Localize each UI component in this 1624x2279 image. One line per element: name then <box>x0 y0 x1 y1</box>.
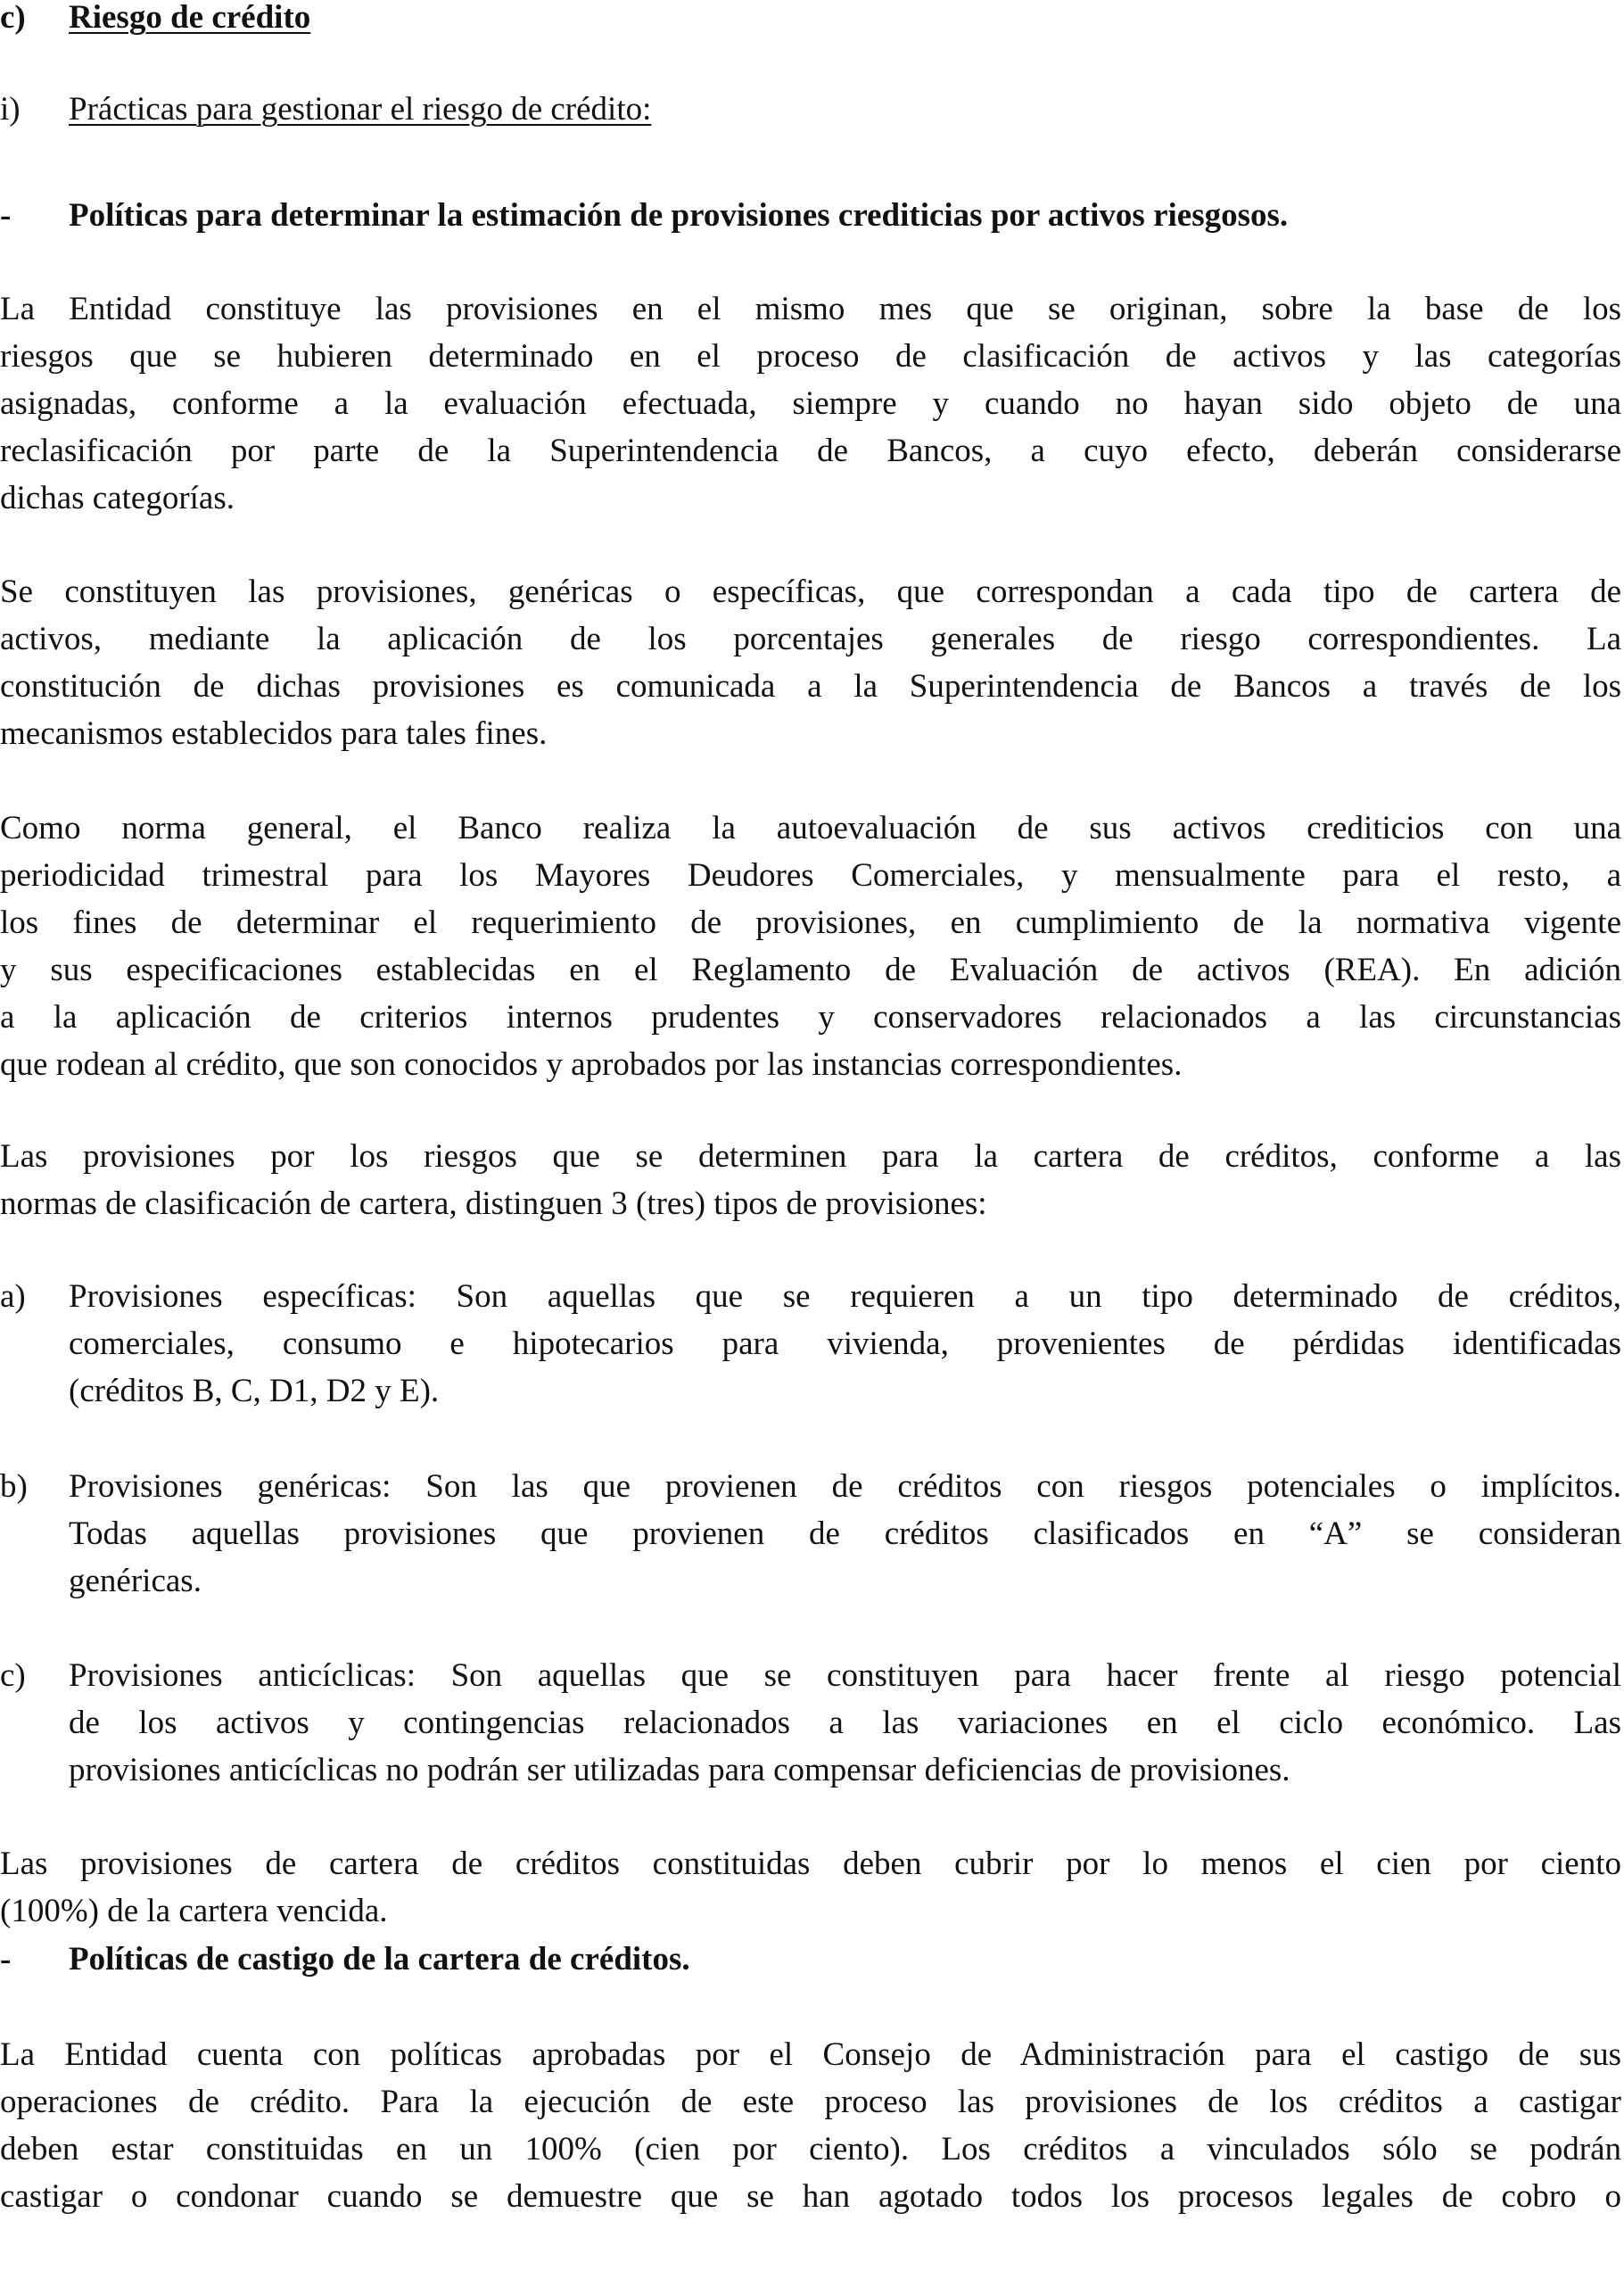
paragraph-line: reclasificación por parte de la Superintendencia de Bancos, a cuyo efecto, deberán considerarse <box>0 433 1621 469</box>
policy-heading-text: Políticas de castigo de la cartera de créditos. <box>69 1941 690 1978</box>
list-line: Provisiones específicas: Son aquellas que se requieren a un tipo determinado de créditos, <box>69 1278 1621 1315</box>
paragraph-line: periodicidad trimestral para los Mayores Deudores Comerciales, y mensualmente para el resto, a <box>0 857 1621 894</box>
paragraph-line: y sus especificaciones establecidas en el Reglamento de Evaluación de activos (REA). En adición <box>0 952 1621 988</box>
list-line: de los activos y contingencias relacionados a las variaciones en el ciclo económico. Las <box>69 1705 1621 1741</box>
list-label: a) <box>0 1278 26 1315</box>
policy-heading-provisions <box>0 192 1289 239</box>
list-line: comerciales, consumo e hipotecarios para vivienda, provenientes de pérdidas identificadas <box>69 1325 1621 1362</box>
list-line: (créditos B, C, D1, D2 y E). <box>69 1373 440 1409</box>
paragraph-provisions-types <box>0 568 1621 757</box>
paragraph-line: castigar o condonar cuando se demuestre que se han agotado todos los procesos legales de cobro o <box>0 2178 1621 2215</box>
paragraph-line: asignadas, conforme a la evaluación efectuada, siempre y cuando no hayan sido objeto de una <box>0 385 1621 422</box>
paragraph-line: Las provisiones por los riesgos que se determinen para la cartera de créditos, conforme a las <box>0 1138 1621 1175</box>
section-heading <box>0 0 311 41</box>
policy-heading-writeoff <box>0 1936 690 1983</box>
paragraph-line: (100%) de la cartera vencida. <box>0 1893 388 1929</box>
paragraph-line: La Entidad cuenta con políticas aprobadas por el Consejo de Administración para el castigo de sus <box>0 2036 1621 2073</box>
subsection-label: i) <box>0 91 21 128</box>
policy-heading-text: Políticas para determinar la estimación de provisiones crediticias por activos riesgosos. <box>69 197 1289 234</box>
paragraph-line: operaciones de crédito. Para la ejecución de este proceso las provisiones de los créditos a castigar <box>0 2084 1621 2120</box>
paragraph-line: Se constituyen las provisiones, genéricas o específicas, que correspondan a cada tipo de cartera de <box>0 574 1621 610</box>
paragraph-line: dichas categorías. <box>0 480 235 516</box>
section-label: c) <box>0 0 26 36</box>
paragraph-coverage <box>0 1840 1621 1935</box>
paragraph-line: riesgos que se hubieren determinado en el proceso de clasificación de activos y las categorías <box>0 338 1621 375</box>
paragraph-provisions-timing <box>0 285 1621 522</box>
paragraph-writeoff <box>0 2031 1621 2220</box>
list-label: b) <box>0 1468 28 1505</box>
paragraph-line: constitución de dichas provisiones es comunicada a la Superintendencia de Bancos a través de los <box>0 668 1621 705</box>
bullet-dash: - <box>0 1941 12 1978</box>
paragraph-line: deben estar constituidas en un 100% (cien por ciento). Los créditos a vinculados sólo se podrán <box>0 2131 1621 2168</box>
paragraph-line: Como norma general, el Banco realiza la autoevaluación de sus activos crediticios con una <box>0 810 1621 846</box>
subsection-heading <box>0 86 652 133</box>
list-line: Provisiones anticíclicas: Son aquellas que se constituyen para hacer frente al riesgo potencial <box>69 1657 1621 1694</box>
list-line: provisiones anticíclicas no podrán ser utilizadas para compensar deficiencias de provisiones. <box>69 1752 1290 1788</box>
paragraph-line: los fines de determinar el requerimiento de provisiones, en cumplimiento de la normativa vigente <box>0 904 1621 941</box>
section-title: Riesgo de crédito <box>69 0 311 36</box>
paragraph-provision-kinds <box>0 1133 1621 1227</box>
list-line: genéricas. <box>69 1563 202 1599</box>
paragraph-line: mecanismos establecidos para tales fines. <box>0 715 548 752</box>
paragraph-self-evaluation <box>0 805 1621 1088</box>
subsection-title: Prácticas para gestionar el riesgo de crédito: <box>69 91 652 128</box>
bullet-dash: - <box>0 197 12 234</box>
paragraph-line: a la aplicación de criterios internos prudentes y conservadores relacionados a las circunstancias <box>0 999 1621 1036</box>
paragraph-line: normas de clasificación de cartera, distinguen 3 (tres) tipos de provisiones: <box>0 1185 987 1222</box>
paragraph-line: Las provisiones de cartera de créditos constituidas deben cubrir por lo menos el cien por ciento <box>0 1845 1621 1882</box>
list-line: Provisiones genéricas: Son las que provienen de créditos con riesgos potenciales o implícitos. <box>69 1468 1621 1505</box>
list-label: c) <box>0 1657 26 1694</box>
paragraph-line: activos, mediante la aplicación de los porcentajes generales de riesgo correspondientes. La <box>0 621 1621 657</box>
list-line: Todas aquellas provisiones que provienen de créditos clasificados en “A” se consideran <box>69 1515 1621 1552</box>
paragraph-line: que rodean al crédito, que son conocidos y aprobados por las instancias correspondientes. <box>0 1046 1183 1083</box>
paragraph-line: La Entidad constituye las provisiones en el mismo mes que se originan, sobre la base de los <box>0 291 1621 327</box>
